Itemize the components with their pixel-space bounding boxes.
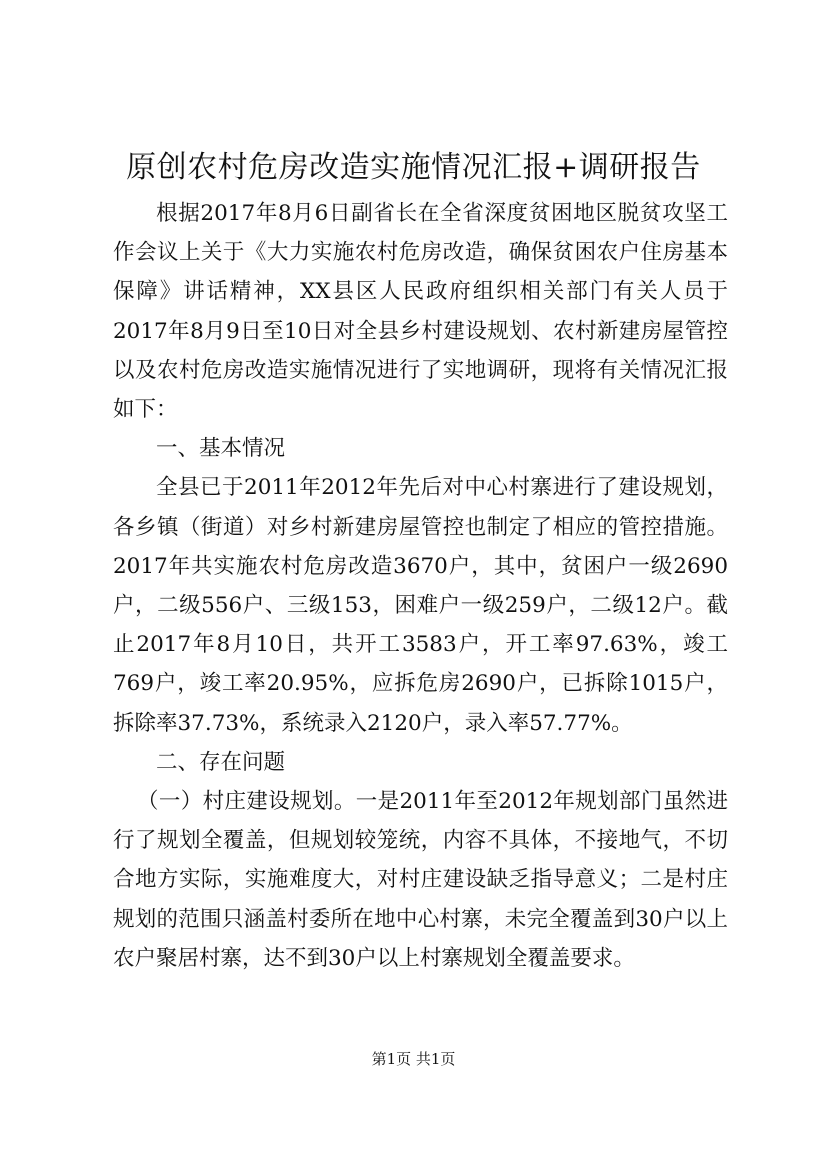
section-paragraph-problems: （一）村庄建设规划。一是2011年至2012年规划部门虽然进行了规划全覆盖，但规划较笼统，内容不具体，不接地气，不切合地方实际，实施难度大，对村庄建设缺乏指导意义；二是村庄规划的范围只涵盖村委所在地中心村寨，未完全覆盖到30户以上农户聚居村寨，达不到30户以上村寨规划全覆盖要求。 (113, 789, 728, 971)
document-body (113, 194, 728, 978)
document-title: 原创农村危房改造实施情况汇报+调研报告 (126, 150, 701, 185)
page-footer: 第1页 共1页 (371, 1050, 456, 1068)
intro-paragraph: 根据2017年8月6日副省长在全省深度贫困地区脱贫攻坚工作会议上关于《大力实施农村危房改造，确保贫困农户住房基本保障》讲话精神，XX县区人民政府组织相关部门有关人员于2017年8月9日至10日对全县乡村建设规划、农村新建房屋管控以及农村危房改造实施情况进行了实地调研，现将有关情况汇报如下： (113, 201, 728, 423)
section-paragraph-basic: 全县已于2011年2012年先后对中心村寨进行了建设规划，各乡镇（街道）对乡村新建房屋管控也制定了相应的管控措施。2017年共实施农村危房改造3670户，其中，贫困户一级2690户，二级556户、三级153，困难户一级259户，二级12户。截止2017年8月10日，共开工3583户，开工率97.63%，竣工769户，竣工率20.95%，应拆危房2690户，已拆除1015户，拆除率37.73%，系统录入2120户，录入率57.77%。 (113, 475, 728, 736)
section-heading-basic: 一、基本情况 (156, 436, 286, 462)
section-heading-problems: 二、存在问题 (156, 749, 286, 775)
